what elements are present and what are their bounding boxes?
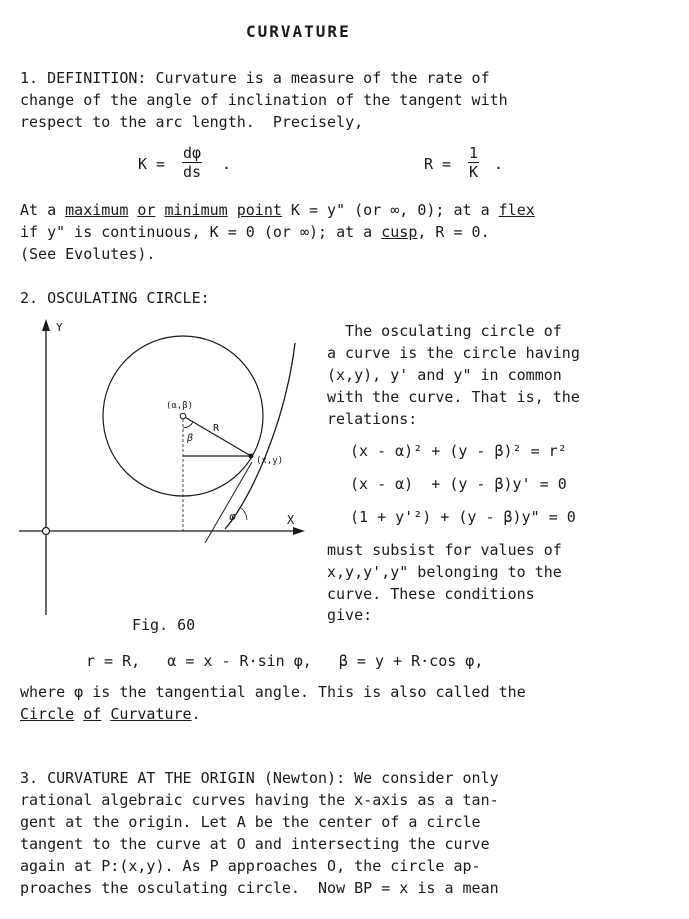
phi-label: φ [229, 510, 236, 523]
s2-after-line-1: must subsist for values of [327, 541, 562, 559]
r-lhs: R = [424, 155, 452, 173]
section1-line6: (See Evolutes). [20, 245, 156, 263]
cusp-term: cusp [381, 223, 418, 241]
s2-right-line-4: with the curve. That is, the [327, 388, 580, 406]
s2-right-line-1: The osculating circle of [327, 322, 562, 340]
flex-term: flex [498, 201, 535, 219]
center-label: (α,β) [166, 401, 194, 411]
section1-line3: respect to the arc length. Precisely, [20, 113, 364, 131]
k-numerator: dφ [183, 144, 202, 162]
s3-line-2: rational algebraic curves having the x-axis as a tan- [20, 791, 499, 809]
r-numerator: 1 [469, 144, 479, 162]
point-term: point [236, 201, 282, 219]
s2-after-line-3: curve. These conditions [327, 585, 535, 603]
figure-60 [15, 315, 315, 620]
section1-line2: change of the angle of inclination of the tangent with [20, 91, 508, 109]
s2-right-line-3: (x,y), y' and y" in common [327, 366, 562, 384]
k-lhs: K = [138, 155, 166, 173]
s2-where-line: where φ is the tangential angle. This is also called the [20, 683, 526, 701]
section1-line5: if y" is continuous, K = 0 (or ∞); at a cusp, R = 0. [20, 223, 490, 241]
s3-line-4: tangent to the curve at O and intersecting the curve [20, 835, 490, 853]
beta-label: β [187, 433, 194, 444]
s3-line-6: proaches the osculating circle. Now BP = x is a mean [20, 879, 499, 897]
s2-after-line-4: give: [327, 606, 373, 624]
curve-point [249, 454, 254, 459]
beta-arc [183, 422, 193, 428]
s3-line-3: gent at the origin. Let A be the center of a circle [20, 813, 481, 831]
k-fraction [182, 145, 202, 181]
s3-line-1: 3. CURVATURE AT THE ORIGIN (Newton): We consider only [20, 769, 499, 787]
s2-right-line-2: a curve is the circle having [327, 344, 580, 362]
circle-of-curvature-line: Circle of Curvature. [20, 705, 201, 723]
minimum-term: minimum [164, 201, 228, 219]
phi-arc [241, 508, 247, 520]
y-axis-arrow [42, 319, 50, 331]
origin-marker [43, 528, 50, 535]
section2-heading: 2. OSCULATING CIRCLE: [20, 289, 210, 307]
x-axis-arrow [293, 527, 305, 535]
radius-line [183, 416, 251, 456]
k-period: . [222, 155, 232, 173]
or-term: or [137, 201, 156, 219]
section1-line1: 1. DEFINITION: Curvature is a measure of the rate of [20, 69, 490, 87]
of-term: of [83, 705, 102, 723]
page-title: CURVATURE [246, 22, 351, 41]
s2-after-line-2: x,y,y',y" belonging to the [327, 563, 562, 581]
figure-caption: Fig. 60 [132, 616, 196, 634]
r-denominator: K [469, 163, 479, 181]
y-axis-label: Y [56, 321, 63, 334]
section1-line4: At a maximum or minimum point K = y" (or ∞, 0); at a flex [20, 201, 535, 219]
relation-2: (x - α) + (y - β)y' = 0 [350, 475, 567, 493]
circle-term: Circle [20, 705, 75, 723]
center-point [180, 413, 186, 419]
relation-3: (1 + y'²) + (y - β)y" = 0 [350, 508, 576, 526]
r-label: R [213, 423, 220, 434]
x-axis-label: X [287, 513, 295, 527]
point-label: (x,y) [256, 456, 284, 466]
s2-right-line-5: relations: [327, 410, 418, 428]
r-fraction [468, 145, 479, 181]
s3-line-5: again at P:(x,y). As P approaches O, the circle ap- [20, 857, 481, 875]
curvature-term: Curvature [110, 705, 192, 723]
circle-formula: r = R, α = x - R·sin φ, β = y + R·cos φ, [86, 652, 484, 670]
k-denominator: ds [183, 163, 202, 181]
relation-1: (x - α)² + (y - β)² = r² [350, 442, 567, 460]
r-period: . [494, 155, 504, 173]
maximum-term: maximum [65, 201, 129, 219]
